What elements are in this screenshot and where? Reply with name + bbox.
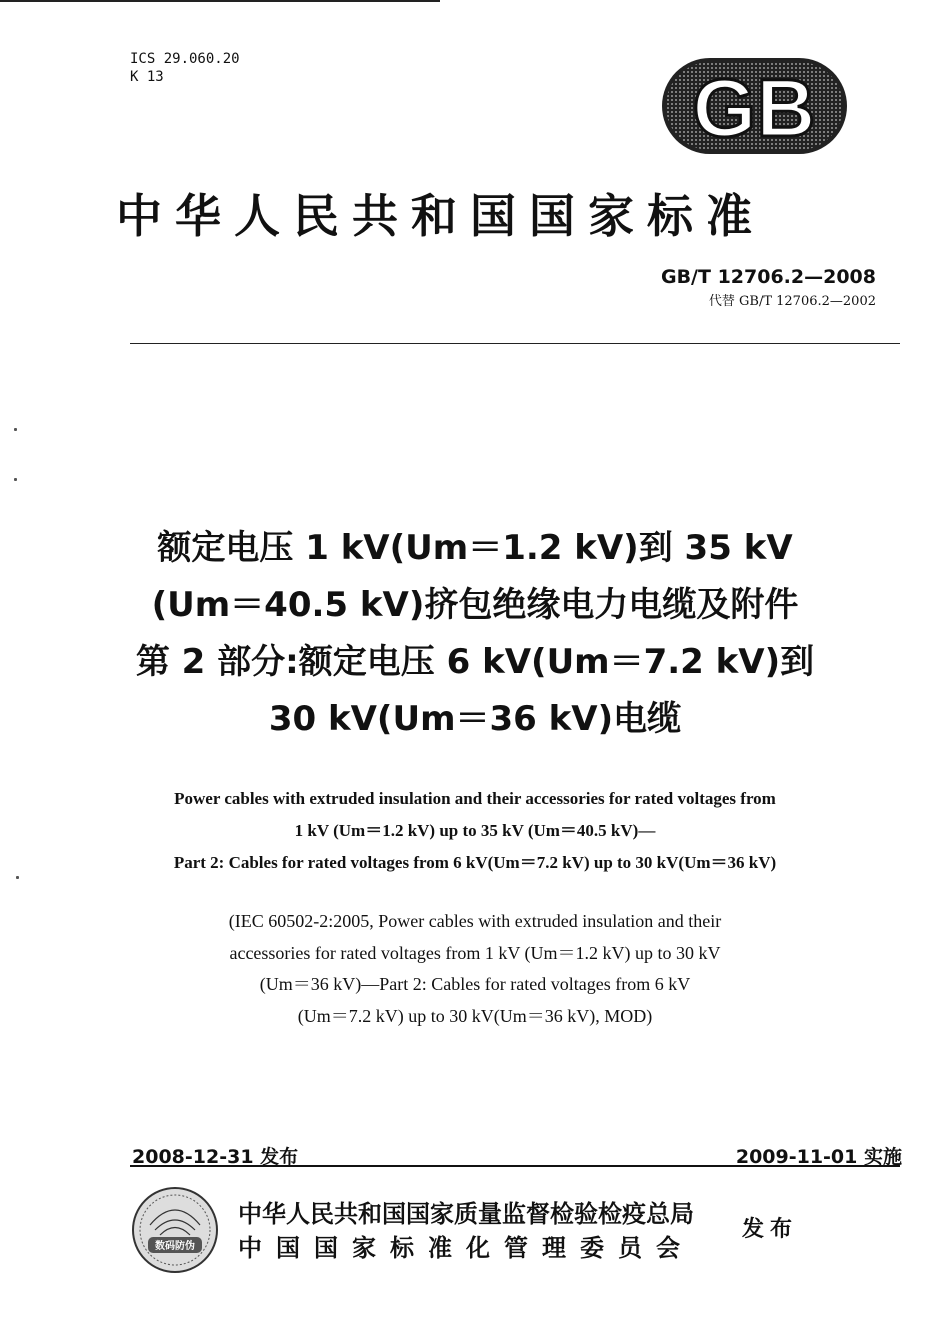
- footer-divider: [130, 1165, 900, 1167]
- header-divider: [130, 343, 900, 344]
- iec-reference-line1: (IEC 60502-2:2005, Power cables with extruded insulation and their: [228, 911, 722, 931]
- gb-logo-text: GB: [692, 63, 816, 154]
- chinese-title-line4: 30 kV(Um＝36 kV)电缆: [268, 699, 682, 739]
- iec-reference-line4: (Um＝7.2 kV) up to 30 kV(Um＝36 kV), MOD): [297, 1005, 653, 1026]
- iec-reference: [90, 906, 860, 1032]
- gb-logo: [662, 58, 847, 154]
- standard-number-block: [661, 266, 876, 309]
- chinese-title-line3: 第 2 部分:额定电压 6 kV(Um＝7.2 kV)到: [135, 642, 815, 682]
- iec-reference-line3: (Um＝36 kV)—Part 2: Cables for rated voltages from 6 kV: [259, 974, 691, 994]
- anti-counterfeit-seal-icon: [130, 1185, 220, 1275]
- ics-code: ICS 29.060.20: [130, 51, 240, 67]
- standard-number: GB/T 12706.2—2008: [660, 266, 876, 288]
- english-title: [90, 783, 860, 879]
- issue-label: 发布: [742, 1216, 799, 1242]
- implement-date: 2009-11-01 实施: [735, 1146, 902, 1168]
- chinese-title: [90, 520, 860, 748]
- chinese-title-line2: (Um＝40.5 kV)挤包绝缘电力电缆及附件: [151, 585, 799, 625]
- english-title-line2: 1 kV (Um＝1.2 kV) up to 35 kV (Um＝40.5 kV)—: [294, 821, 656, 840]
- english-title-line1: Power cables with extruded insulation and their accessories for rated voltages from: [174, 789, 776, 808]
- seal-text: 数码防伪: [155, 1241, 195, 1252]
- top-edge-line: [0, 0, 440, 2]
- publish-date: 2008-12-31 发布: [132, 1146, 299, 1168]
- chinese-title-line1: 额定电压 1 kV(Um＝1.2 kV)到 35 kV: [157, 528, 793, 568]
- national-standard-heading: 中华人民共和国国家标准: [116, 189, 765, 243]
- classification-codes: [130, 50, 240, 86]
- english-title-line3: Part 2: Cables for rated voltages from 6 kV(Um＝7.2 kV) up to 30 kV(Um＝36 kV): [173, 853, 777, 872]
- issuing-authorities: [238, 1197, 694, 1265]
- ccs-code: K 13: [130, 69, 164, 85]
- replaces-note: 代替 GB/T 12706.2—2002: [708, 294, 876, 309]
- issuer-aqsiq: 中华人民共和国国家质量监督检验检疫总局: [238, 1199, 694, 1228]
- issuer-sac: 中国国家标准化管理委员会: [238, 1233, 694, 1262]
- iec-reference-line2: accessories for rated voltages from 1 kV (Um＝1.2 kV) up to 30 kV: [229, 942, 721, 963]
